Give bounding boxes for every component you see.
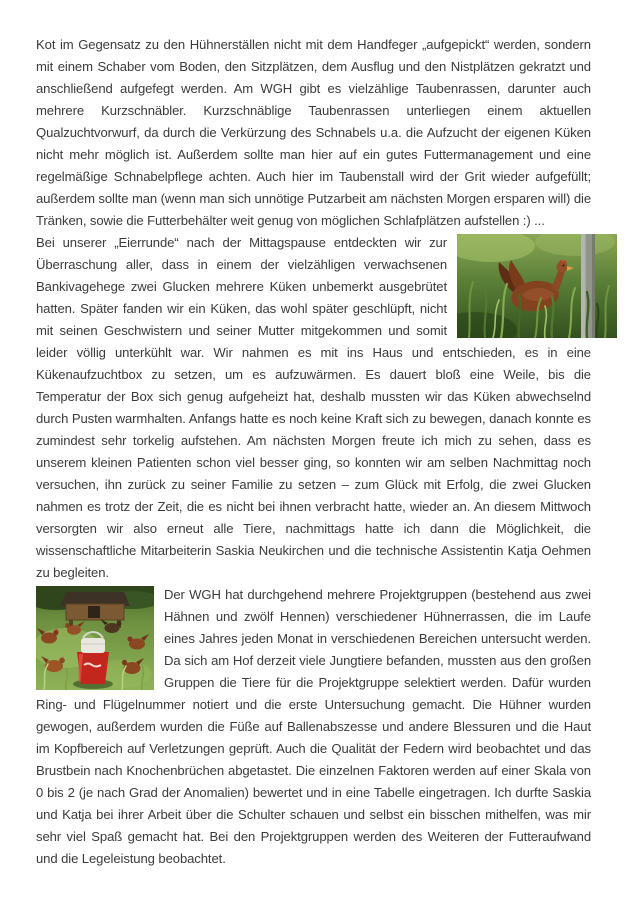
chickens-at-feeder-photo bbox=[36, 586, 154, 690]
hen-in-grass-photo bbox=[457, 234, 617, 338]
paragraph-3-text: Der WGH hat durchgehend mehrere Projektgruppen (bestehend aus zwei Hähnen und zwölf Hennen) verschiedener Hühnerrassen, die im Laufe eines Jahres jeden Monat in verschiedenen Bereichen untersucht werden. Da sich am Hof derzeit viele Jungtiere befanden, mussten aus den großen Gruppen die Tiere für die Projektgruppe selektiert werden. Dafür wurden Ring- und Flügelnummer notiert und die erste Untersuchung gemacht. Die Hühner wurden gewogen, außerdem wurden die Füße auf Ballenabszesse und andere Blessuren und die Haut im Kopfbereich auf Verletzungen geprüft. Auch die Qualität der Federn wird beobachtet und das Brustbein nach Knochenbrüchen abgetastet. Die einzelnen Faktoren werden auf einer Skala von 0 bis 2 (je nach Grad der Anomalien) bewertet und in eine Tabelle eingetragen. Ich durfte Saskia und Katja bei ihrer Arbeit über die Schulter schauen und selbst ein bisschen mithelfen, was mir sehr viel Spaß gemacht hat. Bei den Projektgruppen werden des Weiteren der Futteraufwand und die Legeleistung beobachtet. bbox=[36, 587, 591, 866]
paragraph-3 bbox=[36, 584, 591, 870]
paragraph-2-text: Bei unserer „Eierrunde“ nach der Mittagspause entdeckten wir zur Überraschung aller, dass in einem der vielzähligen verwachsenen Bankivagehege zwei Glucken mehrere Küken unbemerkt ausgebrütet hatten. Später fanden wir ein Küken, das wohl später geschlüpft, nicht mit seinen Geschwistern und seiner Mutter mitgekommen und somit leider völlig unterkühlt war. Wir nahmen es mit ins Haus und entschieden, es in eine Kükenaufzuchtbox zu setzen, um es aufzuwärmen. Es dauert bloß eine Weile, bis die Temperatur der Box sich genug aufgeheizt hat, deshalb mussten wir das Küken abwechselnd durch Pusten warmhalten. Anfangs hatte es noch keine Kraft sich zu bewegen, danach konnte es zumindest sehr torkelig aufstehen. Am nächsten Morgen freute ich mich zu sehen, dass es unserem kleinen Patienten schon viel besser ging, so konnten wir am selben Nachmittag noch versuchen, ihn zurück zu seiner Familie zu setzen – zum Glück mit Erfolg, die zwei Glucken nahmen es trotz der Zeit, die es nicht bei ihnen verbracht hatte, wieder an. An diesem Mittwoch versorgten wir also erneut alle Tiere, nachmittags hatte ich dann die Möglichkeit, die wissenschaftliche Mitarbeiterin Saskia Neukirchen und die technische Assistentin Katja Oehmen zu begleiten. bbox=[36, 235, 591, 580]
paragraph-2 bbox=[36, 232, 591, 584]
paragraph-1 bbox=[36, 34, 591, 232]
paragraph-1-text: Kot im Gegensatz zu den Hühnerställen nicht mit dem Handfeger „aufgepickt“ werden, sondern mit einem Schaber vom Boden, den Sitzplätzen, dem Ausflug und den Nistplätzen gekratzt und anschließend aufgefegt werden. Am WGH gibt es vielzählige Taubenrassen, darunter auch mehrere Kurzschnäbler. Kurzschnäblige Taubenrassen unterliegen einem aktuellen Qualzuchtvorwurf, da durch die Verkürzung des Schnabels u.a. die Aufzucht der eigenen Küken nicht mehr möglich ist. Außerdem sollte man hier auf ein gutes Futtermanagement und eine regelmäßige Schnabelpflege achten. Auch hier im Taubenstall wird der Grit wieder aufgefüllt; außerdem sollte man (wenn man sich unnötige Putzarbeit am nächsten Morgen ersparen will) die Tränken, sowie die Futterbehälter weit genug von möglichen Schlafplätzen aufstellen :) ... bbox=[36, 37, 591, 228]
